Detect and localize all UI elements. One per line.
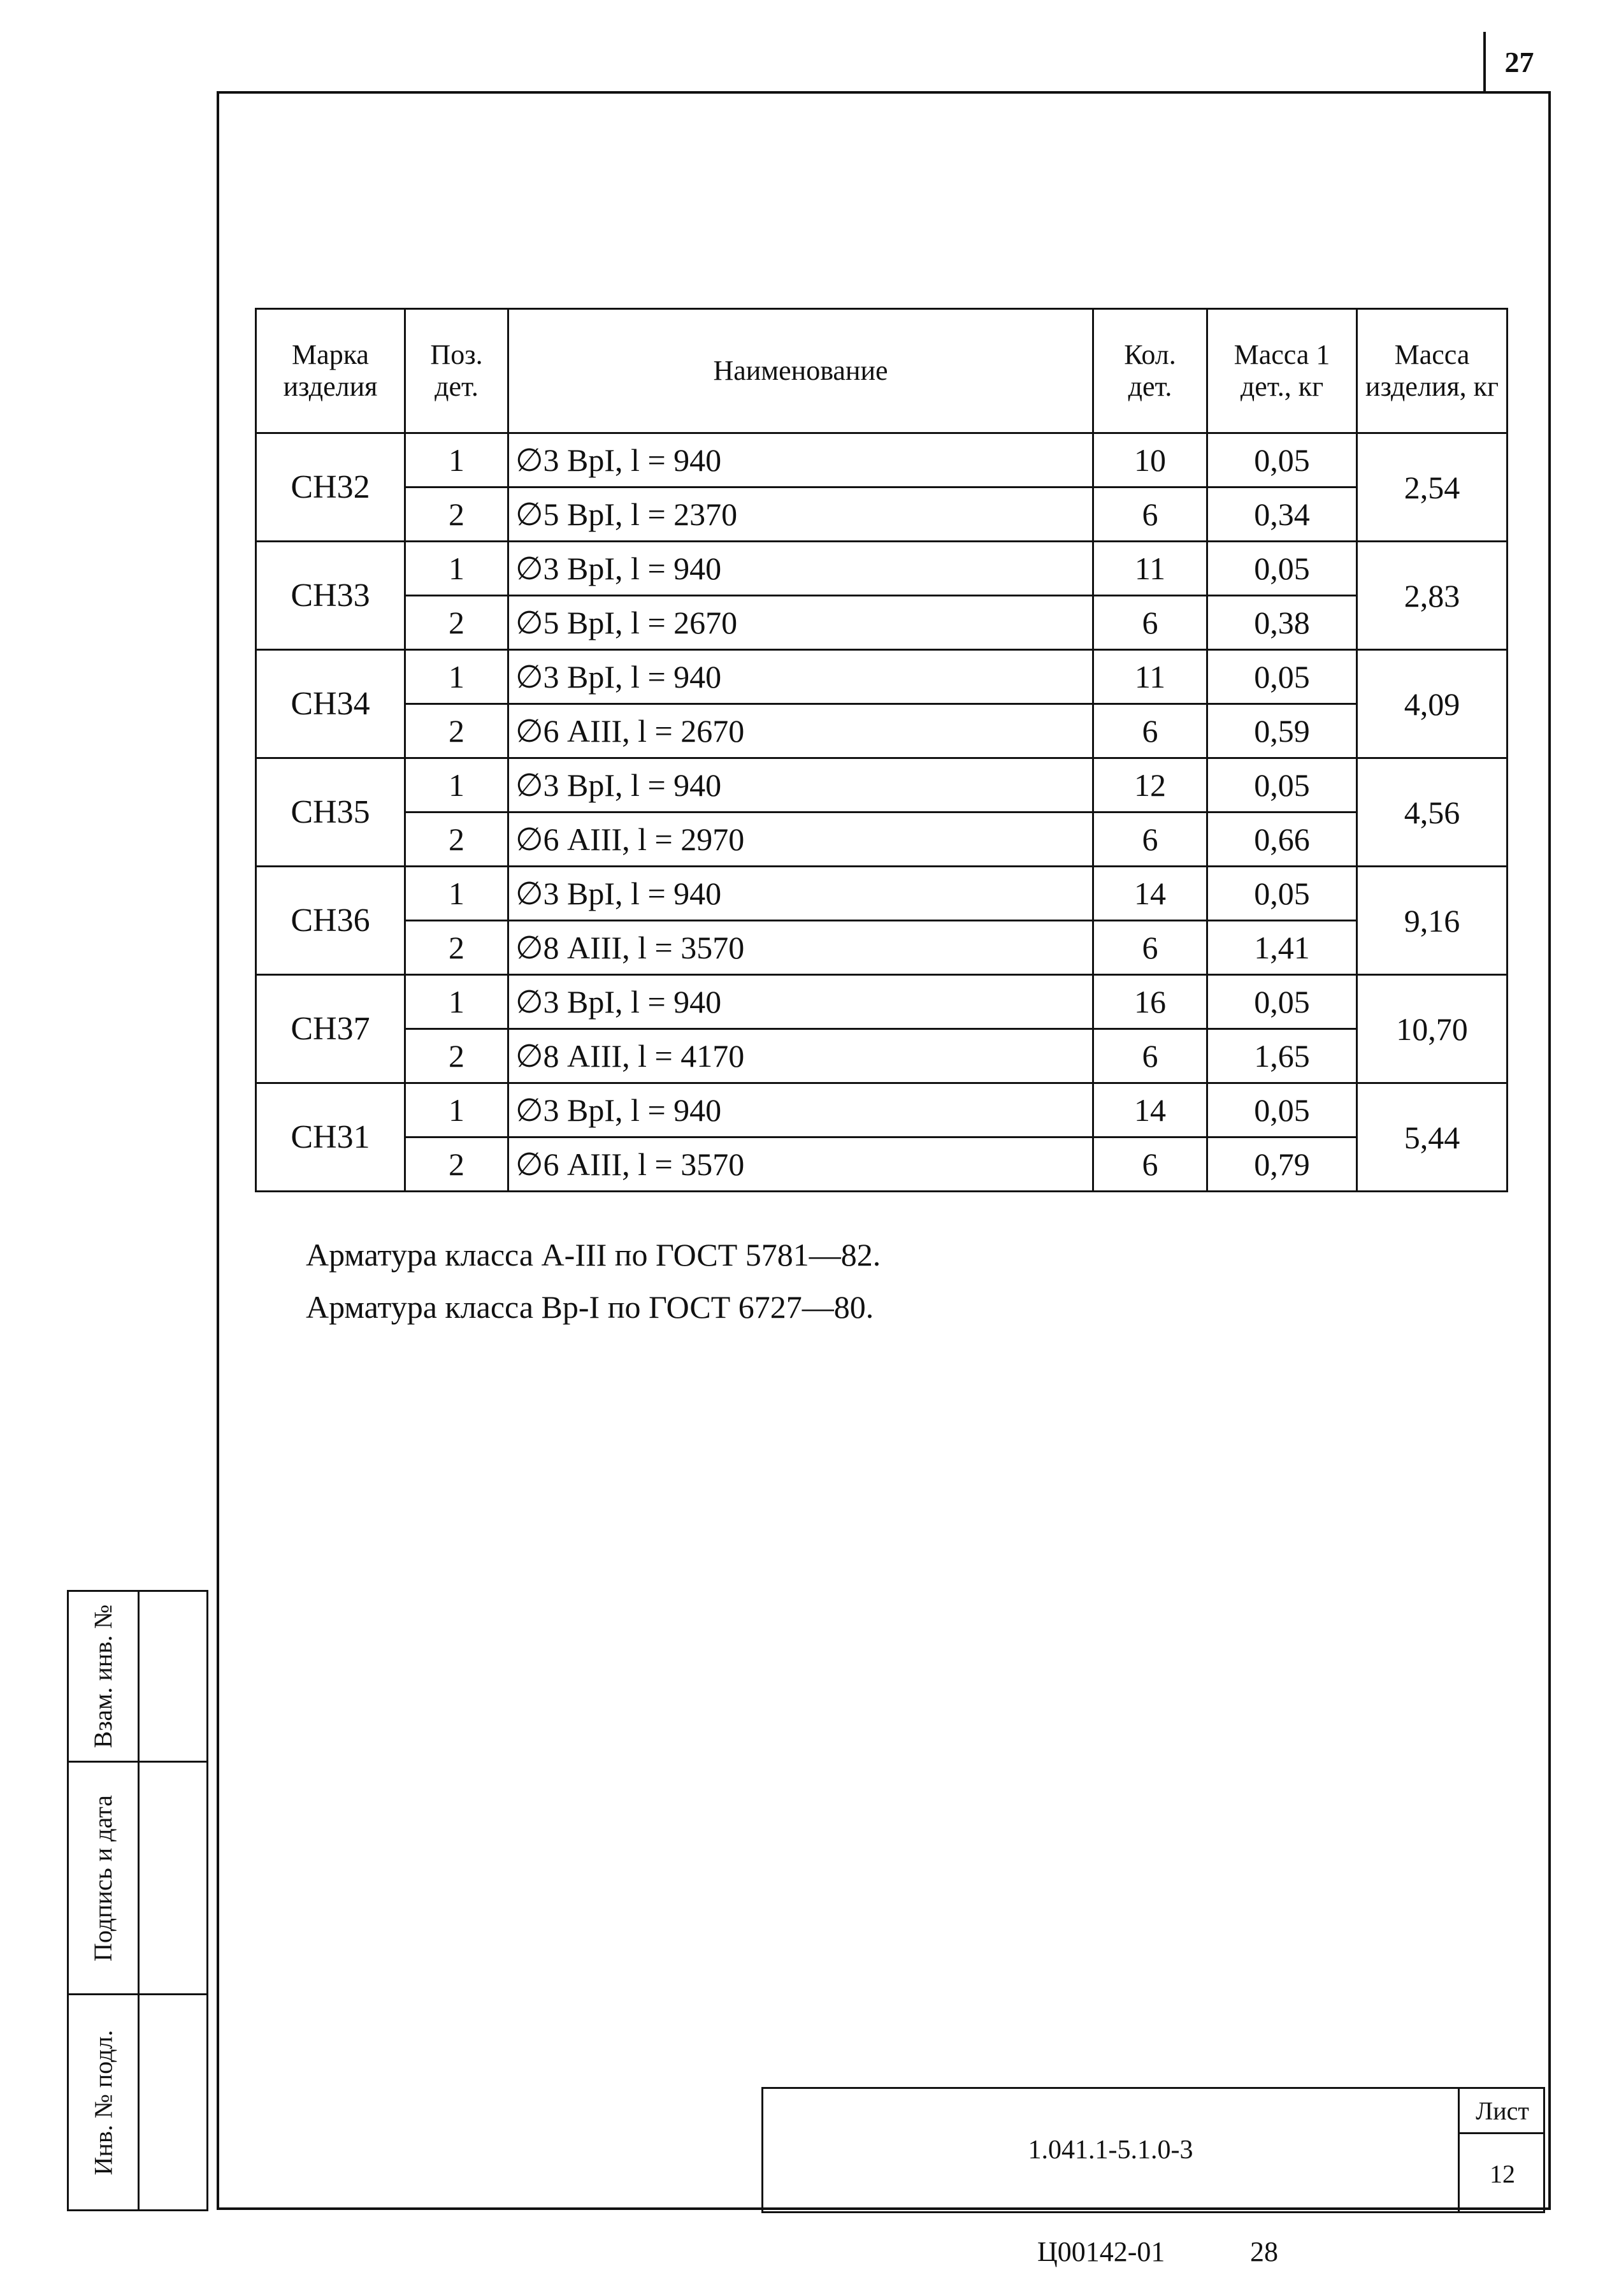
quantity: 6: [1093, 596, 1207, 650]
table-row: [256, 921, 1507, 975]
quantity: 6: [1093, 1029, 1207, 1083]
position: 1: [405, 867, 508, 921]
quantity: 6: [1093, 1137, 1207, 1192]
position: 1: [405, 975, 508, 1029]
item-name: ∅6 АIII, l = 2670: [508, 704, 1093, 758]
unit-mass: 0,34: [1207, 487, 1357, 542]
product-mark: СН33: [256, 542, 405, 650]
item-name: ∅8 АIII, l = 4170: [508, 1029, 1093, 1083]
product-mark: СН31: [256, 1083, 405, 1192]
total-mass: 4,09: [1357, 650, 1507, 758]
unit-mass: 1,41: [1207, 921, 1357, 975]
header-qty: Кол. дет.: [1093, 309, 1207, 433]
item-name: ∅8 АIII, l = 3570: [508, 921, 1093, 975]
unit-mass: 0,05: [1207, 542, 1357, 596]
header-unit-mass: Масса 1 дет., кг: [1207, 309, 1357, 433]
table-row: [256, 1083, 1507, 1137]
table-header-row: [256, 309, 1507, 433]
product-mark: СН34: [256, 650, 405, 758]
product-mark: СН35: [256, 758, 405, 867]
header-name: Наименование: [508, 309, 1093, 433]
unit-mass: 0,05: [1207, 758, 1357, 812]
position: 2: [405, 596, 508, 650]
total-mass: 2,83: [1357, 542, 1507, 650]
quantity: 12: [1093, 758, 1207, 812]
quantity: 11: [1093, 650, 1207, 704]
position: 1: [405, 542, 508, 596]
total-mass: 5,44: [1357, 1083, 1507, 1192]
position: 2: [405, 487, 508, 542]
table-row: [256, 812, 1507, 867]
unit-mass: 0,79: [1207, 1137, 1357, 1192]
quantity: 14: [1093, 867, 1207, 921]
item-name: ∅3 ВрI, l = 940: [508, 650, 1093, 704]
quantity: 11: [1093, 542, 1207, 596]
item-name: ∅3 ВрI, l = 940: [508, 975, 1093, 1029]
position: 1: [405, 758, 508, 812]
position: 1: [405, 650, 508, 704]
item-name: ∅6 АIII, l = 2970: [508, 812, 1093, 867]
header-total-mass: Масса изделия, кг: [1357, 309, 1507, 433]
table-row: [256, 487, 1507, 542]
header-mark: Марка изделия: [256, 309, 405, 433]
item-name: ∅3 ВрI, l = 940: [508, 1083, 1093, 1137]
sheet-number: 12: [1490, 2159, 1515, 2188]
note-rebar-a3: Арматура класса А-III по ГОСТ 5781—82.: [306, 1237, 881, 1273]
signature-date-label: Подпись и дата: [89, 1794, 118, 1961]
archive-page-number: 28: [1250, 2236, 1278, 2267]
item-name: ∅3 ВрI, l = 940: [508, 867, 1093, 921]
total-mass: 10,70: [1357, 975, 1507, 1083]
title-block: [761, 2087, 1545, 2213]
position: 2: [405, 1137, 508, 1192]
item-name: ∅3 ВрI, l = 940: [508, 542, 1093, 596]
header-pos: Поз. дет.: [405, 309, 508, 433]
unit-mass: 0,05: [1207, 1083, 1357, 1137]
product-mark: СН36: [256, 867, 405, 975]
product-mark: СН37: [256, 975, 405, 1083]
stamp-divider: [138, 1592, 140, 2209]
specification-table: [255, 308, 1508, 1192]
item-name: ∅3 ВрI, l = 940: [508, 758, 1093, 812]
table-row: [256, 596, 1507, 650]
product-mark: СН32: [256, 433, 405, 542]
quantity: 6: [1093, 704, 1207, 758]
archive-code: Ц00142-01: [1037, 2236, 1165, 2267]
quantity: 6: [1093, 487, 1207, 542]
total-mass: 4,56: [1357, 758, 1507, 867]
quantity: 10: [1093, 433, 1207, 487]
item-name: ∅5 ВрI, l = 2670: [508, 596, 1093, 650]
unit-mass: 0,05: [1207, 867, 1357, 921]
table-row: [256, 650, 1507, 704]
quantity: 6: [1093, 921, 1207, 975]
item-name: ∅5 ВрI, l = 2370: [508, 487, 1093, 542]
position: 2: [405, 812, 508, 867]
total-mass: 2,54: [1357, 433, 1507, 542]
unit-mass: 0,66: [1207, 812, 1357, 867]
quantity: 16: [1093, 975, 1207, 1029]
position: 1: [405, 433, 508, 487]
note-rebar-vr1: Арматура класса Вр-I по ГОСТ 6727—80.: [306, 1289, 874, 1325]
quantity: 6: [1093, 812, 1207, 867]
table-row: [256, 1029, 1507, 1083]
side-stamp: [67, 1590, 208, 2211]
total-mass: 9,16: [1357, 867, 1507, 975]
item-name: ∅3 ВрI, l = 940: [508, 433, 1093, 487]
position: 2: [405, 704, 508, 758]
page-number: 27: [1483, 32, 1553, 92]
unit-mass: 0,38: [1207, 596, 1357, 650]
item-name: ∅6 АIII, l = 3570: [508, 1137, 1093, 1192]
table-row: [256, 758, 1507, 812]
unit-mass: 0,59: [1207, 704, 1357, 758]
unit-mass: 1,65: [1207, 1029, 1357, 1083]
table-row: [256, 1137, 1507, 1192]
original-inventory-label: Инв. № подл.: [89, 2030, 118, 2175]
unit-mass: 0,05: [1207, 433, 1357, 487]
document-code: 1.041.1-5.1.0-3: [1028, 2135, 1193, 2165]
table-row: [256, 542, 1507, 596]
position: 2: [405, 1029, 508, 1083]
position: 1: [405, 1083, 508, 1137]
table-row: [256, 975, 1507, 1029]
table-row: [256, 867, 1507, 921]
sheet-column: [1458, 2089, 1545, 2211]
replacement-inventory-label: Взам. инв. №: [89, 1604, 118, 1749]
unit-mass: 0,05: [1207, 975, 1357, 1029]
quantity: 14: [1093, 1083, 1207, 1137]
unit-mass: 0,05: [1207, 650, 1357, 704]
table-row: [256, 433, 1507, 487]
sheet-label: Лист: [1460, 2089, 1545, 2134]
table-row: [256, 704, 1507, 758]
position: 2: [405, 921, 508, 975]
